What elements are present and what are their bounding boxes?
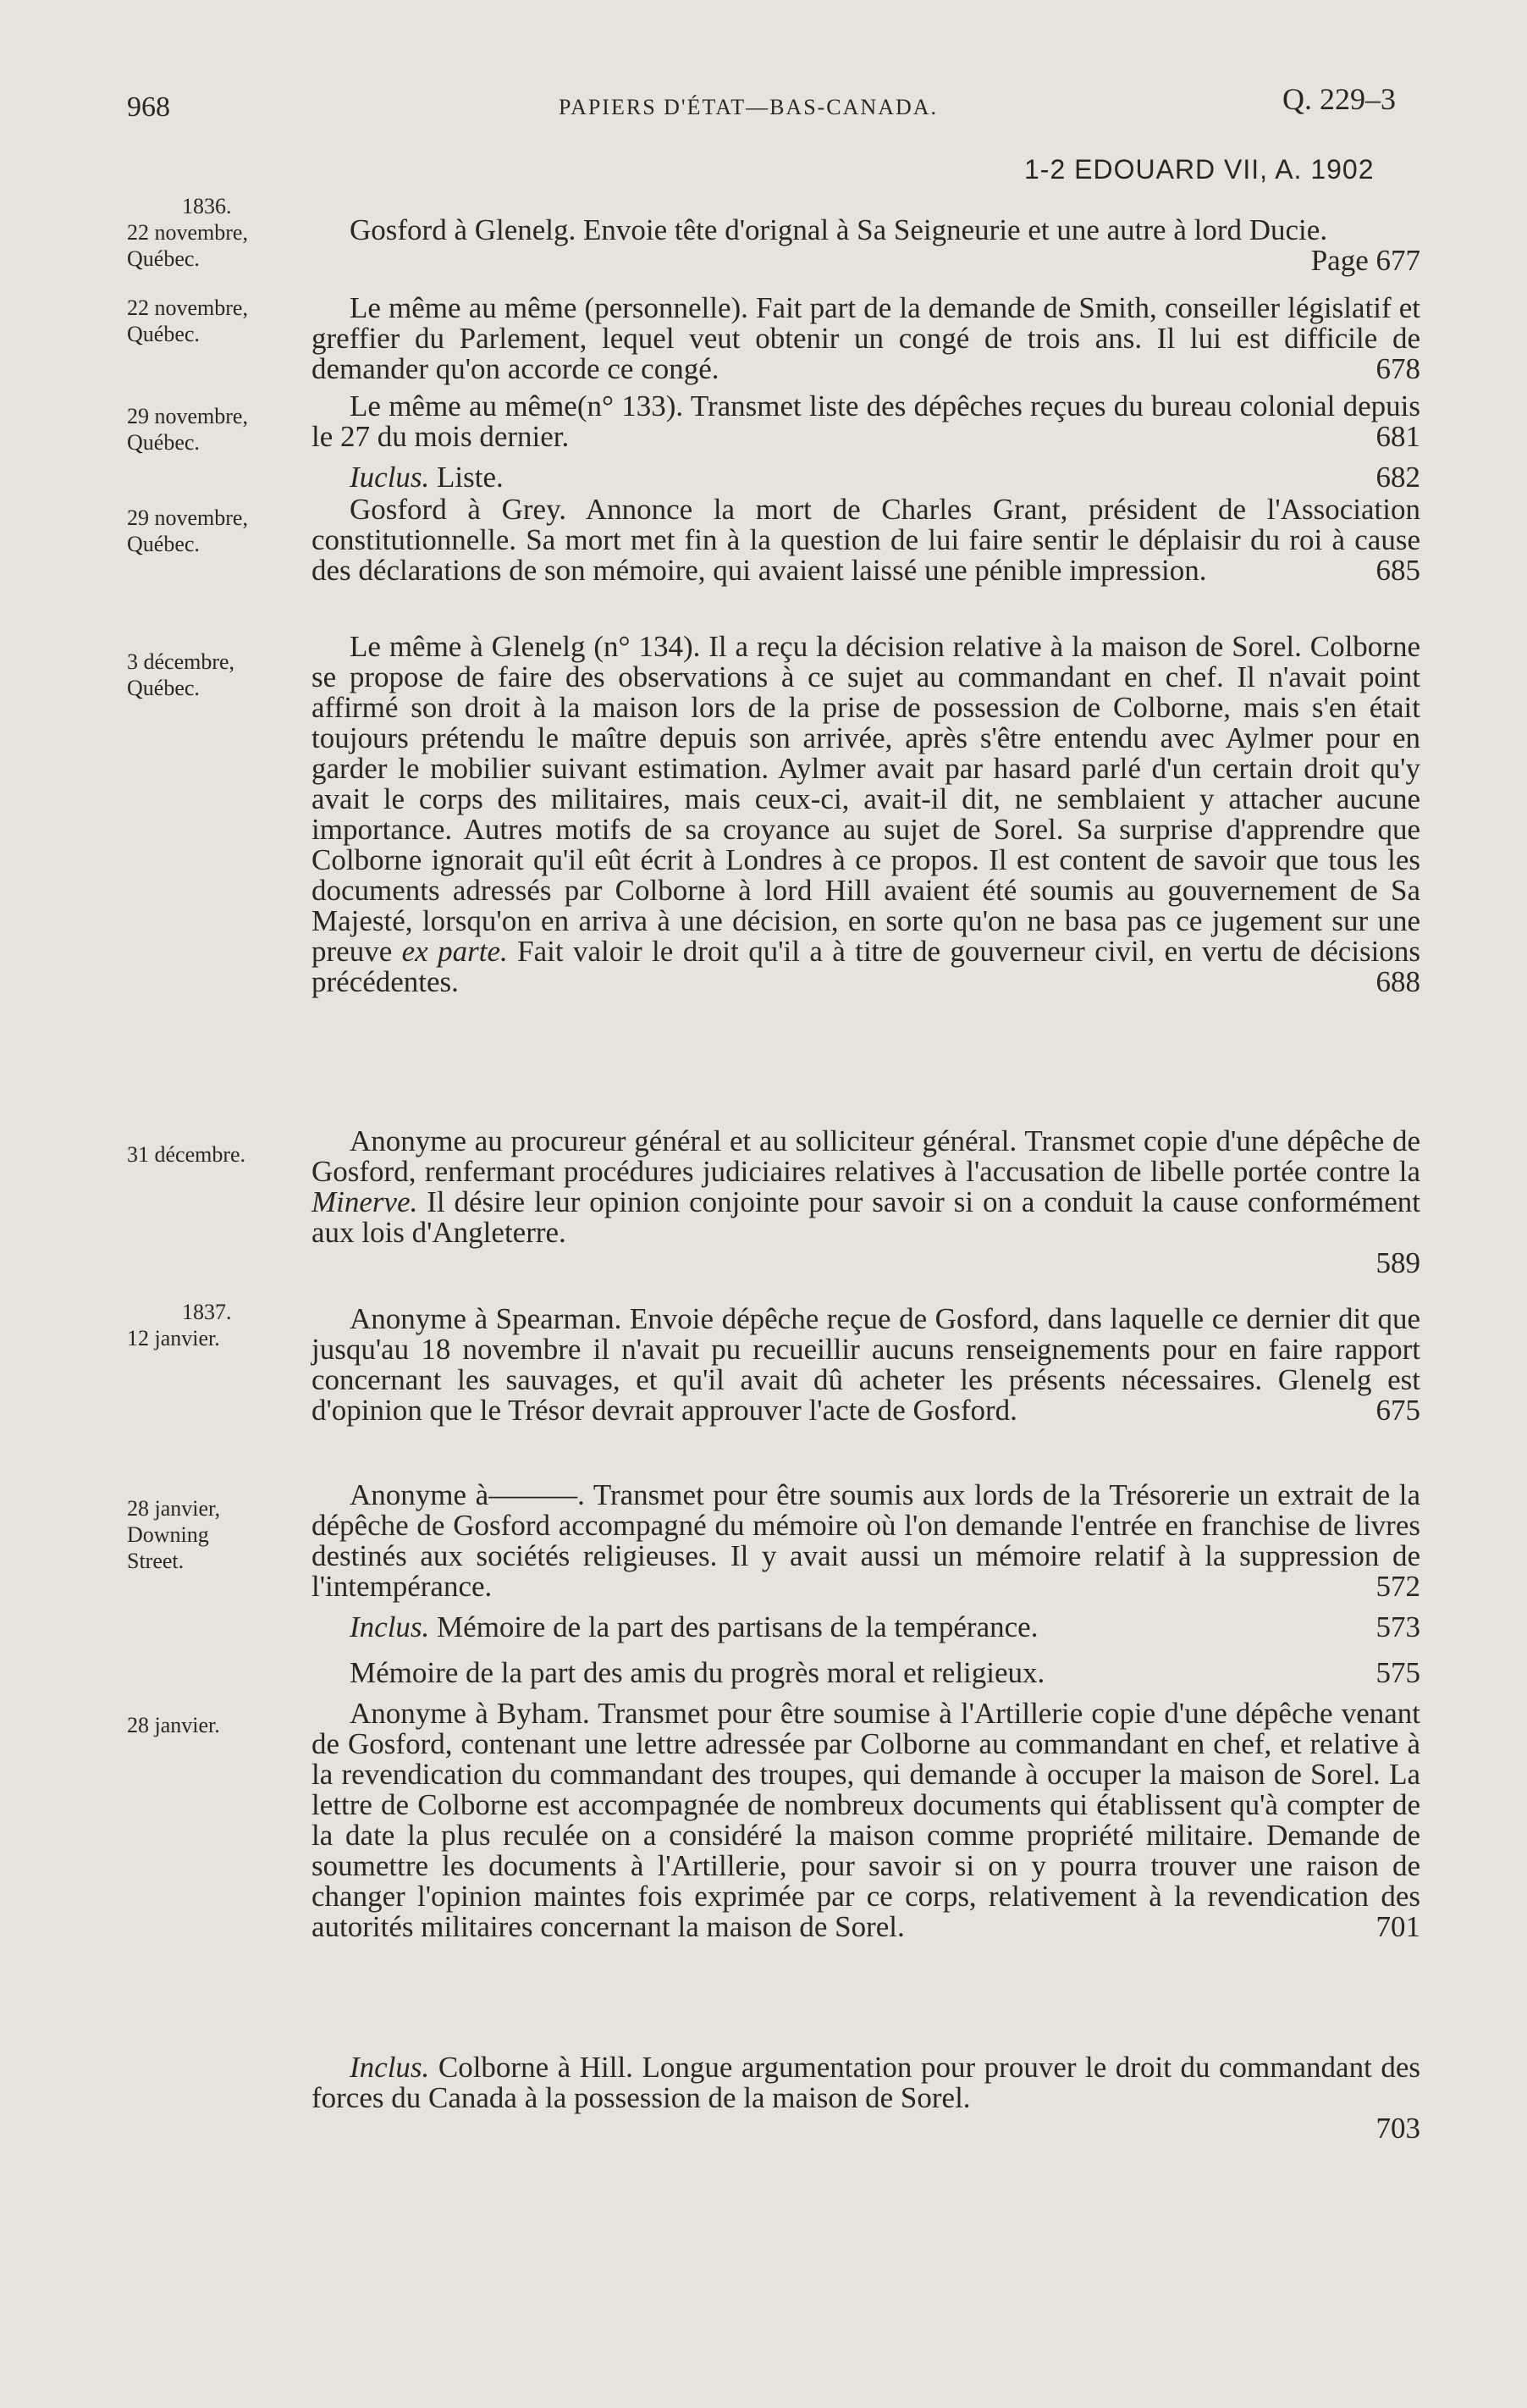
- margin-date-6: 31 décembre.: [127, 1142, 246, 1167]
- entry-2: Le même au même (personnelle). Fait part de la demande de Smith, conseiller législatif et greffier du Parlement, lequel veut obtenir un congé de trois ans. Il lui est difficile de demander qu'on accorde ce congé. 678: [311, 291, 1420, 385]
- margin-date-2: 22 novembre, Québec.: [127, 295, 248, 346]
- entry-9-inclus: Inclus. Colborne à Hill. Longue argumentation pour prouver le droit du commandant des forces du Canada à la possession de la maison de Sorel. 703: [311, 2051, 1420, 2145]
- margin-date-7: 1837. 12 janvier.: [127, 1300, 232, 1350]
- entry-3: Le même au même(n° 133). Transmet liste des dépêches reçues du bureau colonial depuis le 27 du mois dernier. 681: [311, 389, 1420, 453]
- page-ref: 573: [1375, 1610, 1420, 1643]
- page-ref: 682: [1375, 461, 1420, 494]
- page-ref: 575: [1375, 1656, 1420, 1689]
- entry-5: Le même à Glenelg (n° 134). Il a reçu la décision relative à la maison de Sorel. Colborne se propose de faire des observations à ce sujet au commandant en chef. Il n'avait point affirmé son droit à la maison lors de la prise de possession de Colborne, mais s'en était toujours prétendu le maître depuis son arrivée, après s'être entendu avec Aylmer pour en garder le mobilier suivant estimation. Aylmer avait par hasard parlé d'un certain droit qu'y avait le corps des militaires, mais ceux-ci, avait-il dit, ne semblaient y attacher aucune importance. Autres motifs de sa croyance au sujet de Sorel. Sa surprise d'apprendre que Colborne ignorait qu'il eût écrit à Londres à ce propos. Il est content de savoir que tous les documents adressés par Colborne à lord Hill avaient été soumis au gouvernement de Sa Majesté, lorsqu'on en arriva à une décision, en sorte qu'on ne basa pas ce jugement sur une preuve ex parte. Fait valoir le droit qu'il a à titre de gouverneur civil, en vertu de décisions précédentes. 688: [311, 630, 1421, 998]
- page-ref: 703: [1375, 2112, 1420, 2145]
- page-ref: 701: [1375, 1910, 1420, 1943]
- page-ref: 685: [1375, 554, 1420, 587]
- page-ref: 675: [1375, 1394, 1420, 1427]
- page-ref: 688: [1375, 965, 1420, 998]
- entry-3-inclus: Iuclus. Liste. 682: [350, 461, 1420, 494]
- entry-1: Gosford à Glenelg. Envoie tête d'orignal à Sa Seigneurie et une autre à lord Ducie. Page 677: [350, 213, 1420, 277]
- entry-9: Anonyme à Byham. Transmet pour être soumise à l'Artillerie copie d'une dépêche venant de Gosford, contenant une lettre adressée par Colborne au commandant en chef, et relative à la revendication du commandant des troupes, qui demande à occuper la maison de Sorel. La lettre de Colborne est accompagnée de nombreux documents qui établissent qu'à compter de la date la plus reculée on a considéré la maison comme propriété militaire. Demande de soumettre les documents à l'Artillerie, pour savoir si on y pourra trouver une raison de changer l'opinion maintes fois exprimée par ce corps, relativement à la revendication des autorités militaires concernant la maison de Sorel. 701: [311, 1697, 1420, 1943]
- margin-date-4: 29 novembre, Québec.: [127, 505, 248, 556]
- margin-date-3: 29 novembre, Québec.: [127, 404, 248, 455]
- entry-6: Anonyme au procureur général et au solliciteur général. Transmet copie d'une dépêche de Gosford, renfermant procédures judiciaires relatives à l'accusation de libelle portée contre la Minerve. Il désire leur opinion conjointe pour savoir si on a conduit la cause conformément aux lois d'Angleterre. 589: [311, 1124, 1420, 1279]
- entry-8: Anonyme à———. Transmet pour être soumis aux lords de la Trésorerie un extrait de la dépêche de Gosford accompagné du mémoire où l'on demande l'entrée en franchise de livres destinés aux sociétés religieuses. Il y avait aussi un mémoire relatif à la suppression de l'intempérance. 572: [311, 1478, 1420, 1603]
- series-code: Q. 229–3: [1282, 82, 1396, 116]
- page-number: 968: [127, 91, 170, 123]
- entry-4: Gosford à Grey. Annonce la mort de Charles Grant, président de l'Association constitutionnelle. Sa mort met fin à la question de lui faire sentir le déplaisir du roi à cause des déclarations de son mémoire, qui avaient laissé une pénible impression. 685: [311, 493, 1420, 587]
- margin-date-8: 28 janvier, Downing Street.: [127, 1496, 221, 1573]
- margin-date-9: 28 janvier.: [127, 1713, 220, 1737]
- volume-line: 1-2 EDOUARD VII, A. 1902: [1024, 154, 1375, 185]
- running-title: PAPIERS D'ÉTAT—BAS-CANADA.: [559, 95, 939, 119]
- page-ref: 681: [1375, 420, 1420, 453]
- page-ref: 572: [1375, 1570, 1420, 1603]
- page-ref: 678: [1375, 352, 1420, 385]
- entry-7: Anonyme à Spearman. Envoie dépêche reçue de Gosford, dans laquelle ce dernier dit que jusqu'au 18 novembre il n'avait pu recueillir aucuns renseignements pour en faire rapport concernant les sauvages, et qu'il avait dû acheter les présents nécessaires. Glenelg est d'opinion que le Trésor devrait approuver l'acte de Gosford. 675: [311, 1302, 1420, 1427]
- entry-8-inclus: Inclus. Mémoire de la part des partisans de la tempérance. 573: [350, 1610, 1420, 1643]
- page-ref: Page 677: [1310, 244, 1420, 277]
- margin-date-1: 1836. 22 novembre, Québec.: [127, 194, 248, 271]
- margin-date-5: 3 décembre, Québec.: [127, 649, 235, 700]
- page-ref: 589: [1375, 1246, 1420, 1279]
- entry-8-inclus-2: Mémoire de la part des amis du progrès moral et religieux. 575: [350, 1656, 1420, 1689]
